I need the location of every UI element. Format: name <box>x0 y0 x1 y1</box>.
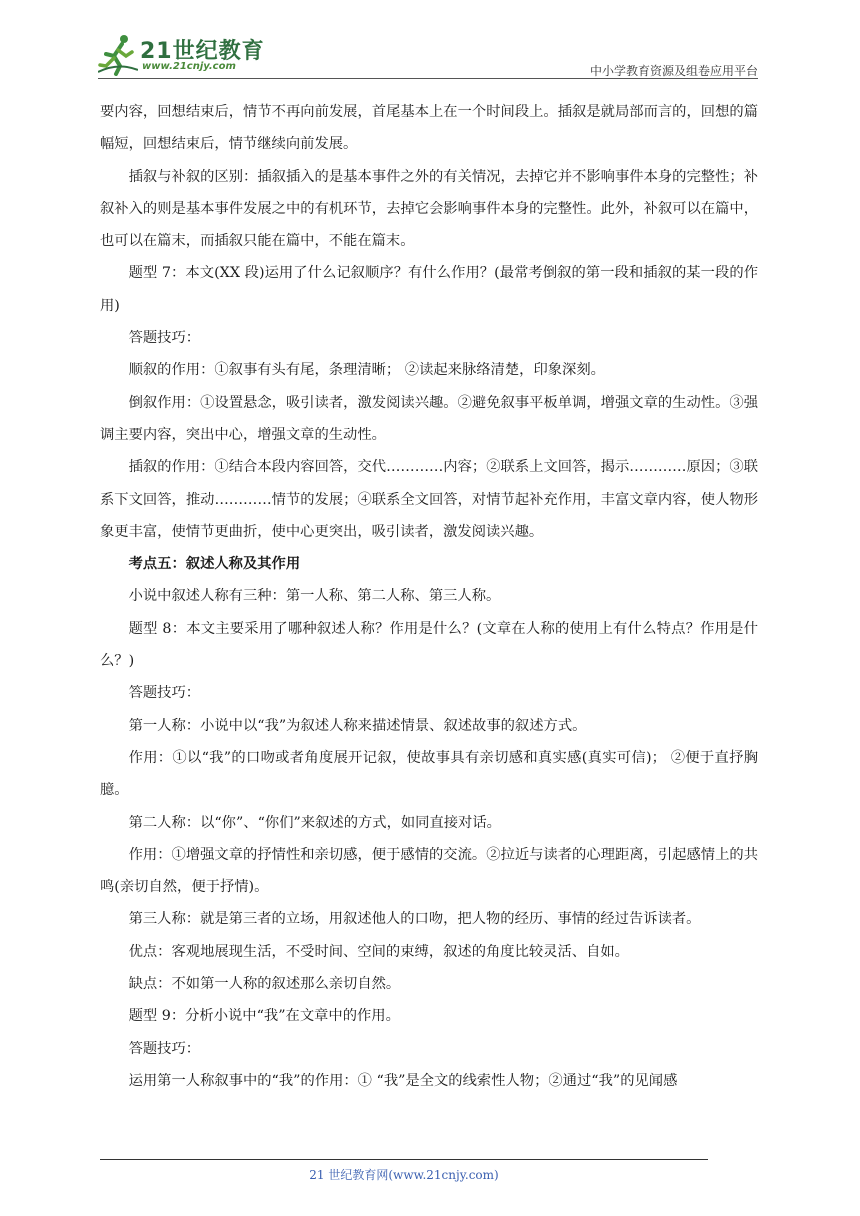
document-body <box>100 96 758 1097</box>
logo-url-text: www.21cnjy.com <box>142 61 236 72</box>
paragraph: 第三人称：就是第三者的立场，用叙述他人的口吻，把人物的经历、事情的经过告诉读者。 <box>128 911 701 928</box>
paragraph: 要内容，回想结束后，情节不再向前发展，首尾基本上在一个时间段上。插叙是就局部而言的，回想的篇幅短，回想结束后，情节继续向前发展。 <box>100 104 758 153</box>
paragraph: 题型 7：本文(XX 段)运用了什么记叙顺序？有什么作用？(最常考倒叙的第一段和插叙的某一段的作用) <box>100 265 758 314</box>
paragraph: 小说中叙述人称有三种：第一人称、第二人称、第三人称。 <box>128 588 501 605</box>
footer-divider <box>100 1159 708 1160</box>
section-heading: 考点五：叙述人称及其作用 <box>128 556 301 573</box>
paragraph: 答题技巧： <box>128 1040 201 1057</box>
header-divider <box>98 78 758 79</box>
paragraph: 题型 8：本文主要采用了哪种叙述人称？作用是什么？(文章在人称的使用上有什么特点？作用是什么？) <box>100 620 758 670</box>
paragraph: 作用：①以“我”的口吻或者角度展开记叙，使故事具有亲切感和真实感(真实可信)； ②便于直抒胸臆。 <box>100 749 758 799</box>
logo-main-text: 21世纪教育 <box>140 39 265 64</box>
paragraph: 顺叙的作用：①叙事有头有尾，条理清晰； ②读起来脉络清楚，印象深刻。 <box>128 362 605 379</box>
runner-logo-icon <box>98 32 138 76</box>
page-footer: 21 世纪教育网(www.21cnjy.com) <box>309 1168 499 1182</box>
paragraph: 优点：客观地展现生活，不受时间、空间的束缚，叙述的角度比较灵活、自如。 <box>128 943 629 960</box>
paragraph: 缺点：不如第一人称的叙述那么亲切自然。 <box>128 976 401 993</box>
paragraph: 第二人称：以“你”、“你们”来叙述的方式，如同直接对话。 <box>128 814 501 831</box>
paragraph: 答题技巧： <box>128 685 201 702</box>
site-logo <box>98 30 268 78</box>
paragraph: 插叙与补叙的区别：插叙插入的是基本事件之外的有关情况，去掉它并不影响事件本身的完整性；补叙补入的则是基本事件发展之中的有机环节，去掉它会影响事件本身的完整性。此外，补叙可以在篇中，也可以在篇末，而插叙只能在篇中，不能在篇末。 <box>100 168 758 250</box>
paragraph: 运用第一人称叙事中的“我”的作用：① “我”是全文的线索性人物；②通过“我”的见闻感 <box>128 1072 678 1089</box>
platform-label: 中小学教育资源及组卷应用平台 <box>589 64 758 78</box>
paragraph: 题型 9：分析小说中“我”在文章中的作用。 <box>128 1008 400 1025</box>
paragraph: 插叙的作用：①结合本段内容回答，交代…………内容；②联系上文回答，揭示…………原因；③联系下文回答，推动…………情节的发展；④联系全文回答，对情节起补充作用，丰富文章内容，使人物形象更丰富，使情节更曲折，使中心更突出，吸引读者，激发阅读兴趣。 <box>100 459 758 540</box>
paragraph: 作用：①增强文章的抒情性和亲切感，便于感情的交流。②拉近与读者的心理距离，引起感情上的共鸣(亲切自然，便于抒情)。 <box>100 846 758 896</box>
paragraph: 答题技巧： <box>128 330 201 347</box>
paragraph: 倒叙作用：①设置悬念，吸引读者，激发阅读兴趣。②避免叙事平板单调，增强文章的生动性。③强调主要内容，突出中心，增强文章的生动性。 <box>100 394 758 443</box>
page-header <box>98 30 758 78</box>
paragraph: 第一人称：小说中以“我”为叙述人称来描述情景、叙述故事的叙述方式。 <box>128 717 587 734</box>
